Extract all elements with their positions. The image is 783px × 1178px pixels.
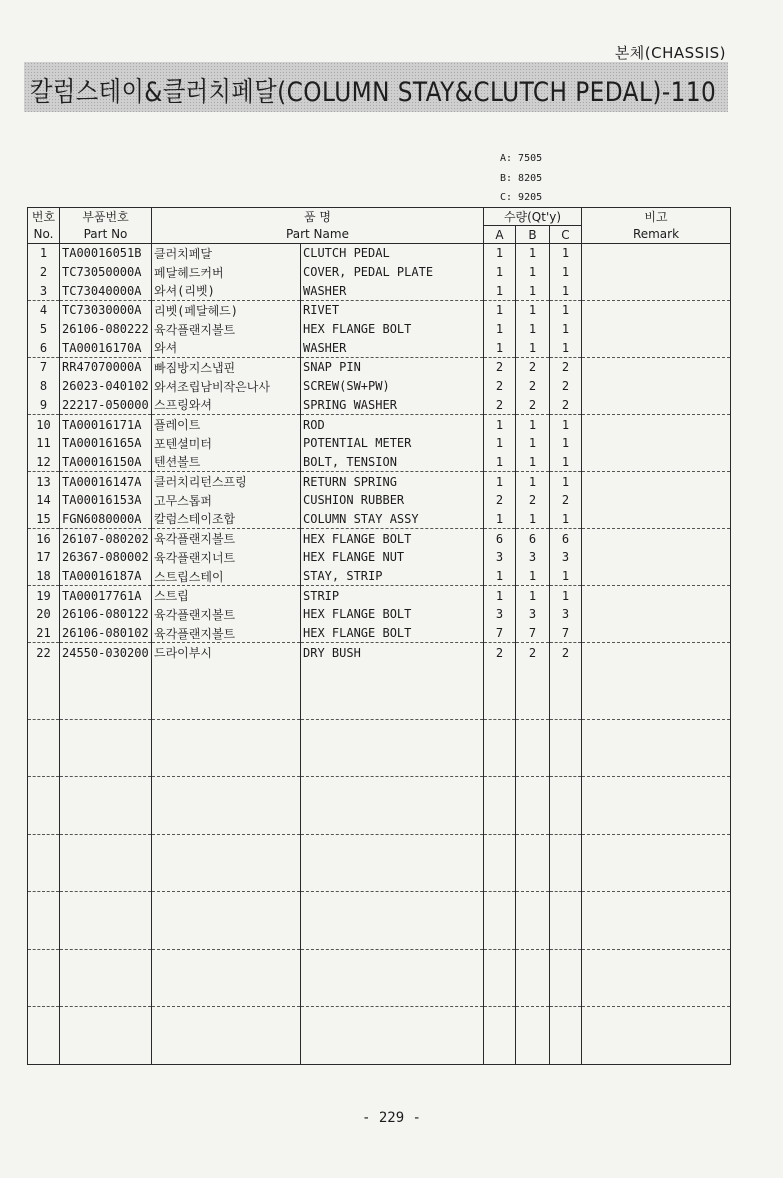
qty-c: 2 <box>550 358 582 377</box>
table-row <box>28 263 731 282</box>
remark <box>582 472 731 491</box>
blank-row <box>28 834 731 892</box>
part-name-kr: 와셔 <box>152 338 301 357</box>
part-name-kr: 육각플랜지볼트 <box>152 605 301 624</box>
qty-a: 2 <box>484 643 516 662</box>
qty-b: 1 <box>516 472 550 491</box>
table-row <box>28 643 731 662</box>
qty-c: 1 <box>550 244 582 263</box>
row-number: 2 <box>28 263 60 282</box>
part-name-kr: 와셔(리벳) <box>152 281 301 300</box>
header-qty-c: C <box>550 226 582 244</box>
part-name-kr: 고무스톱퍼 <box>152 491 301 510</box>
qty-b: 1 <box>516 281 550 300</box>
qty-a: 1 <box>484 320 516 339</box>
qty-b: 1 <box>516 263 550 282</box>
qty-a: 1 <box>484 567 516 586</box>
header-remark-kr: 비고 <box>582 208 731 226</box>
remark <box>582 415 731 434</box>
qty-a: 1 <box>484 244 516 263</box>
qty-b: 1 <box>516 453 550 472</box>
remark <box>582 396 731 415</box>
header-qty-b: B <box>516 226 550 244</box>
part-name-en: SNAP PIN <box>301 358 484 377</box>
qty-b: 2 <box>516 377 550 396</box>
qty-c: 6 <box>550 529 582 548</box>
qty-b: 1 <box>516 510 550 529</box>
header-qty: 수량(Qt'y) <box>484 208 582 226</box>
part-name-kr: 칼럼스테이조합 <box>152 510 301 529</box>
remark <box>582 434 731 453</box>
part-name-kr: 클러치페달 <box>152 244 301 263</box>
part-number: 26106-080102 <box>60 624 152 643</box>
model-a-label: A: 7505 <box>500 153 543 164</box>
table-row <box>28 453 731 472</box>
qty-b: 1 <box>516 320 550 339</box>
section-label: 본체(CHASSIS) <box>614 44 726 62</box>
remark <box>582 529 731 548</box>
part-name-kr: 육각플랜지볼트 <box>152 624 301 643</box>
part-number: TA00016170A <box>60 338 152 357</box>
qty-a: 3 <box>484 548 516 567</box>
table-row <box>28 434 731 453</box>
remark <box>582 605 731 624</box>
remark <box>582 338 731 357</box>
table-row <box>28 396 731 415</box>
table-row <box>28 301 731 320</box>
qty-a: 1 <box>484 263 516 282</box>
qty-c: 1 <box>550 567 582 586</box>
qty-b: 7 <box>516 624 550 643</box>
remark <box>582 548 731 567</box>
part-number: TC73030000A <box>60 301 152 320</box>
table-row <box>28 510 731 529</box>
part-number: TA00016171A <box>60 415 152 434</box>
part-name-en: RIVET <box>301 301 484 320</box>
qty-a: 2 <box>484 358 516 377</box>
remark <box>582 491 731 510</box>
qty-a: 1 <box>484 301 516 320</box>
part-name-kr: 빠짐방지스냅핀 <box>152 358 301 377</box>
qty-a: 2 <box>484 396 516 415</box>
row-number: 19 <box>28 586 60 605</box>
part-number: 26106-080122 <box>60 605 152 624</box>
part-name-en: HEX FLANGE NUT <box>301 548 484 567</box>
part-number: TA00016187A <box>60 567 152 586</box>
part-name-kr: 플레이트 <box>152 415 301 434</box>
row-number: 4 <box>28 301 60 320</box>
remark <box>582 567 731 586</box>
part-number: 22217-050000 <box>60 396 152 415</box>
remark <box>582 510 731 529</box>
table-row <box>28 605 731 624</box>
table-row <box>28 377 731 396</box>
part-name-kr: 스트립스테이 <box>152 567 301 586</box>
qty-a: 7 <box>484 624 516 643</box>
row-number: 11 <box>28 434 60 453</box>
qty-b: 2 <box>516 491 550 510</box>
row-number: 20 <box>28 605 60 624</box>
remark <box>582 453 731 472</box>
part-number: RR47070000A <box>60 358 152 377</box>
part-name-kr: 텐션볼트 <box>152 453 301 472</box>
part-name-en: CLUTCH PEDAL <box>301 244 484 263</box>
blank-row <box>28 719 731 777</box>
part-name-en: COVER, PEDAL PLATE <box>301 263 484 282</box>
part-name-en: DRY BUSH <box>301 643 484 662</box>
part-number: TA00016051B <box>60 244 152 263</box>
parts-table-body <box>28 244 731 1065</box>
qty-c: 1 <box>550 472 582 491</box>
qty-b: 2 <box>516 396 550 415</box>
part-name-en: WASHER <box>301 338 484 357</box>
part-name-en: SPRING WASHER <box>301 396 484 415</box>
qty-c: 3 <box>550 548 582 567</box>
row-number: 15 <box>28 510 60 529</box>
qty-c: 1 <box>550 453 582 472</box>
remark <box>582 244 731 263</box>
part-number: 24550-030200 <box>60 643 152 662</box>
part-number: FGN6080000A <box>60 510 152 529</box>
blank-row <box>28 949 731 1007</box>
row-number: 14 <box>28 491 60 510</box>
part-name-en: HEX FLANGE BOLT <box>301 605 484 624</box>
header-no-en: No. <box>28 226 60 244</box>
part-name-kr: 포텐셜미터 <box>152 434 301 453</box>
qty-c: 1 <box>550 281 582 300</box>
table-row <box>28 624 731 643</box>
part-number: TA00016147A <box>60 472 152 491</box>
qty-a: 1 <box>484 281 516 300</box>
part-number: TA00016165A <box>60 434 152 453</box>
part-name-en: ROD <box>301 415 484 434</box>
remark <box>582 358 731 377</box>
part-number: TC73050000A <box>60 263 152 282</box>
qty-b: 6 <box>516 529 550 548</box>
remark <box>582 643 731 662</box>
part-number: TA00016150A <box>60 453 152 472</box>
model-c-label: C: 9205 <box>500 192 543 203</box>
qty-a: 2 <box>484 491 516 510</box>
qty-c: 3 <box>550 605 582 624</box>
qty-b: 1 <box>516 586 550 605</box>
qty-a: 1 <box>484 472 516 491</box>
header-no-kr: 번호 <box>28 208 60 226</box>
row-number: 8 <box>28 377 60 396</box>
qty-b: 1 <box>516 244 550 263</box>
qty-c: 2 <box>550 491 582 510</box>
part-name-kr: 육각플랜지볼트 <box>152 320 301 339</box>
row-number: 6 <box>28 338 60 357</box>
part-name-kr: 페달헤드커버 <box>152 263 301 282</box>
part-name-kr: 육각플랜지볼트 <box>152 529 301 548</box>
part-name-kr: 리벳(페달헤드) <box>152 301 301 320</box>
table-row <box>28 358 731 377</box>
qty-a: 1 <box>484 415 516 434</box>
part-number: 26367-080002 <box>60 548 152 567</box>
part-name-en: BOLT, TENSION <box>301 453 484 472</box>
part-name-en: RETURN SPRING <box>301 472 484 491</box>
qty-a: 1 <box>484 338 516 357</box>
part-number: TA00017761A <box>60 586 152 605</box>
part-name-kr: 스트립 <box>152 586 301 605</box>
table-row <box>28 548 731 567</box>
part-name-en: STRIP <box>301 586 484 605</box>
blank-row <box>28 1007 731 1065</box>
page-number: - 229 - <box>361 1110 421 1126</box>
part-name-kr: 스프링와셔 <box>152 396 301 415</box>
part-name-en: COLUMN STAY ASSY <box>301 510 484 529</box>
qty-c: 1 <box>550 415 582 434</box>
page-title: 칼럼스테이&클러치페달(COLUMN STAY&CLUTCH PEDAL)-110 <box>30 77 717 108</box>
row-number: 5 <box>28 320 60 339</box>
table-row <box>28 472 731 491</box>
qty-b: 1 <box>516 567 550 586</box>
row-number: 10 <box>28 415 60 434</box>
blank-row <box>28 777 731 835</box>
qty-b: 1 <box>516 338 550 357</box>
row-number: 1 <box>28 244 60 263</box>
part-name-en: HEX FLANGE BOLT <box>301 529 484 548</box>
qty-c: 7 <box>550 624 582 643</box>
qty-b: 1 <box>516 415 550 434</box>
part-number: 26023-040102 <box>60 377 152 396</box>
header-name-en: Part Name <box>152 226 484 244</box>
qty-c: 1 <box>550 263 582 282</box>
blank-row <box>28 662 731 719</box>
part-number: TA00016153A <box>60 491 152 510</box>
qty-a: 1 <box>484 434 516 453</box>
row-number: 22 <box>28 643 60 662</box>
qty-c: 1 <box>550 586 582 605</box>
remark <box>582 263 731 282</box>
header-part-no-en: Part No <box>60 226 152 244</box>
header-remark-en: Remark <box>582 226 731 244</box>
row-number: 13 <box>28 472 60 491</box>
qty-b: 2 <box>516 358 550 377</box>
part-name-kr: 육각플랜지너트 <box>152 548 301 567</box>
remark <box>582 624 731 643</box>
part-number: TC73040000A <box>60 281 152 300</box>
qty-c: 1 <box>550 320 582 339</box>
qty-a: 3 <box>484 605 516 624</box>
qty-b: 2 <box>516 643 550 662</box>
blank-row <box>28 892 731 950</box>
part-name-en: SCREW(SW+PW) <box>301 377 484 396</box>
table-row <box>28 338 731 357</box>
part-name-en: STAY, STRIP <box>301 567 484 586</box>
part-name-kr: 와셔조립남비작은나사 <box>152 377 301 396</box>
part-name-en: POTENTIAL METER <box>301 434 484 453</box>
header-name-kr: 품 명 <box>152 208 484 226</box>
table-row <box>28 415 731 434</box>
table-row <box>28 320 731 339</box>
qty-b: 1 <box>516 434 550 453</box>
row-number: 17 <box>28 548 60 567</box>
table-row <box>28 529 731 548</box>
model-b-label: B: 8205 <box>500 173 543 184</box>
header-qty-a: A <box>484 226 516 244</box>
qty-a: 6 <box>484 529 516 548</box>
qty-c: 1 <box>550 434 582 453</box>
part-name-en: CUSHION RUBBER <box>301 491 484 510</box>
qty-a: 1 <box>484 510 516 529</box>
table-row <box>28 567 731 586</box>
remark <box>582 586 731 605</box>
row-number: 3 <box>28 281 60 300</box>
part-number: 26107-080202 <box>60 529 152 548</box>
row-number: 9 <box>28 396 60 415</box>
row-number: 16 <box>28 529 60 548</box>
qty-c: 2 <box>550 377 582 396</box>
table-row <box>28 281 731 300</box>
qty-c: 2 <box>550 643 582 662</box>
part-number: 26106-080222 <box>60 320 152 339</box>
qty-b: 3 <box>516 548 550 567</box>
part-name-en: WASHER <box>301 281 484 300</box>
header-part-no-kr: 부품번호 <box>60 208 152 226</box>
qty-c: 2 <box>550 396 582 415</box>
qty-c: 1 <box>550 301 582 320</box>
qty-b: 1 <box>516 301 550 320</box>
part-name-en: HEX FLANGE BOLT <box>301 624 484 643</box>
part-name-kr: 클러치리턴스프링 <box>152 472 301 491</box>
table-row <box>28 491 731 510</box>
remark <box>582 377 731 396</box>
parts-table <box>27 207 731 1065</box>
qty-b: 3 <box>516 605 550 624</box>
row-number: 21 <box>28 624 60 643</box>
remark <box>582 301 731 320</box>
table-row <box>28 586 731 605</box>
remark <box>582 281 731 300</box>
remark <box>582 320 731 339</box>
table-row <box>28 244 731 263</box>
qty-a: 1 <box>484 453 516 472</box>
part-name-kr: 드라이부시 <box>152 643 301 662</box>
qty-a: 1 <box>484 586 516 605</box>
qty-a: 2 <box>484 377 516 396</box>
part-name-en: HEX FLANGE BOLT <box>301 320 484 339</box>
row-number: 12 <box>28 453 60 472</box>
row-number: 18 <box>28 567 60 586</box>
qty-c: 1 <box>550 338 582 357</box>
qty-c: 1 <box>550 510 582 529</box>
row-number: 7 <box>28 358 60 377</box>
